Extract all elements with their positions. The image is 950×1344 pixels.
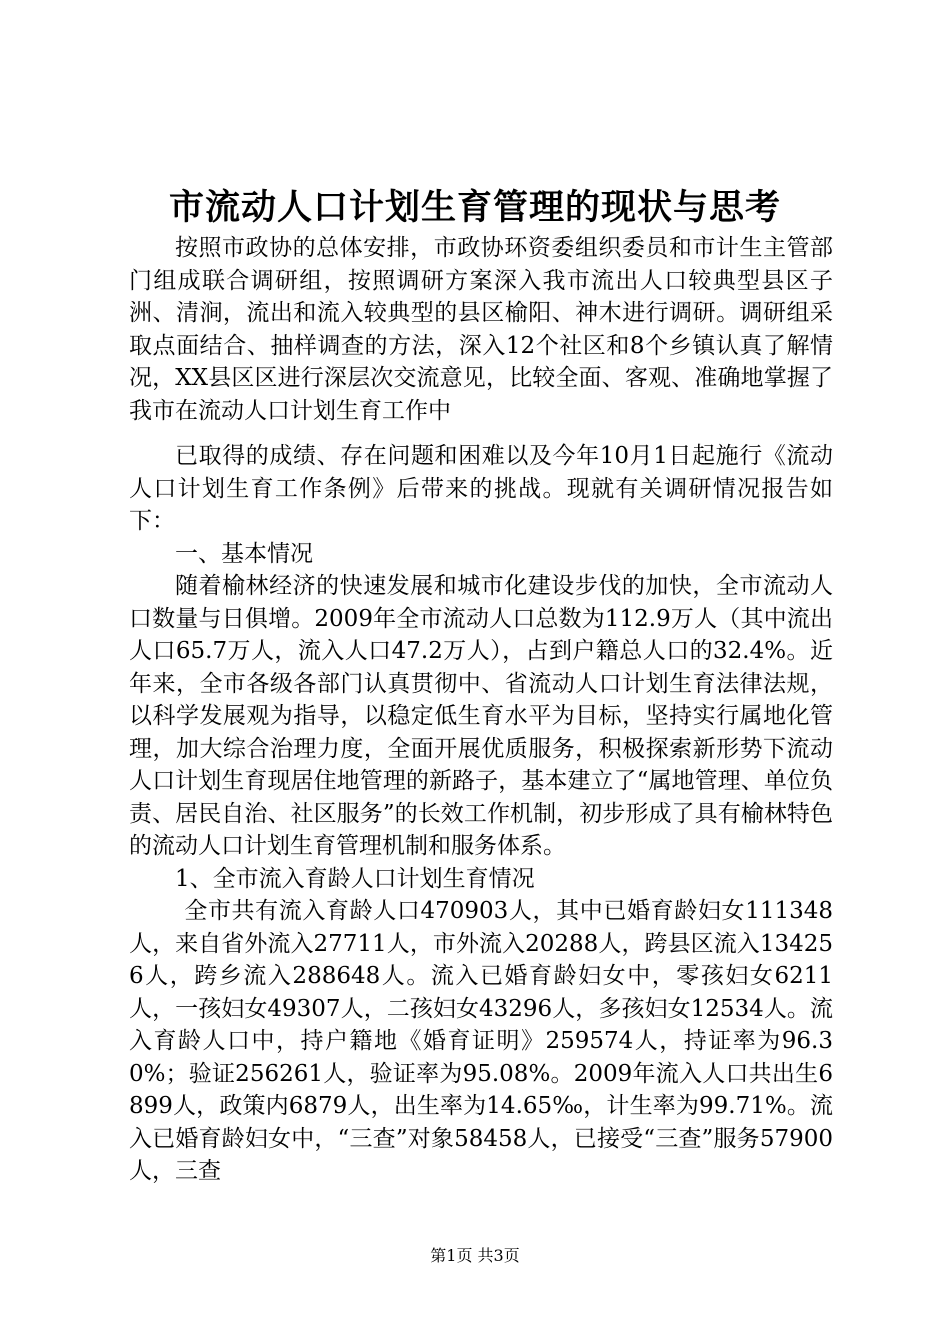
document-body [129, 232, 833, 1188]
document-title: 市流动人口计划生育管理的现状与思考 [168, 187, 781, 228]
page-footer: 第1页 共3页 [430, 1246, 520, 1265]
paragraph-inflow-population: 全市共有流入育龄人口470903人，其中已婚育龄妇女111348人，来自省外流入27711人，市外流入20288人，跨县区流入134256人，跨乡流入288648人。流入已婚育龄妇女中，零孩妇女6211人，一孩妇女49307人，二孩妇女43296人，多孩妇女12534人。流入育龄人口中，持户籍地《婚育证明》259574人，持证率为96.30%；验证256261人，验证率为95.08%。2009年流入人口共出生6899人，政策内6879人，出生率为14.65‰，计生率为99.71%。流入已婚育龄妇女中，“三查”对象58458人，已接受“三查”服务57900人，三查 [129, 898, 833, 1184]
section-heading-basic-situation: 一、基本情况 [175, 540, 313, 567]
paragraph-intro: 按照市政协的总体安排，市政协环资委组织委员和市计生主管部门组成联合调研组，按照调研方案深入我市流出人口较典型县区子洲、清涧，流出和流入较典型的县区榆阳、神木进行调研。调研组采取点面结合、抽样调查的方法，深入12个社区和8个乡镇认真了解情况，XX县区区进行深层次交流意见，比较全面、客观、准确地掌握了我市在流动人口计划生育工作中 [129, 235, 833, 424]
subsection-heading-inflow-population: 1、全市流入育龄人口计划生育情况 [175, 865, 535, 892]
paragraph-intro-continued: 已取得的成绩、存在问题和困难以及今年10月1日起施行《流动人口计划生育工作条例》后带来的挑战。现就有关调研情况报告如下： [129, 443, 833, 534]
paragraph-basic-situation: 随着榆林经济的快速发展和城市化建设步伐的加快，全市流动人口数量与日俱增。2009年全市流动人口总数为112.9万人（其中流出人口65.7万人，流入人口47.2万人），占到户籍总人口的32.4%。近年来，全市各级各部门认真贯彻中、省流动人口计划生育法律法规，以科学发展观为指导，以稳定低生育水平为目标，坚持实行属地化管理，加大综合治理力度，全面开展优质服务，积极探索新形势下流动人口计划生育现居住地管理的新路子，基本建立了“属地管理、单位负责、居民自治、社区服务”的长效工作机制，初步形成了具有榆林特色的流动人口计划生育管理机制和服务体系。 [129, 573, 833, 859]
